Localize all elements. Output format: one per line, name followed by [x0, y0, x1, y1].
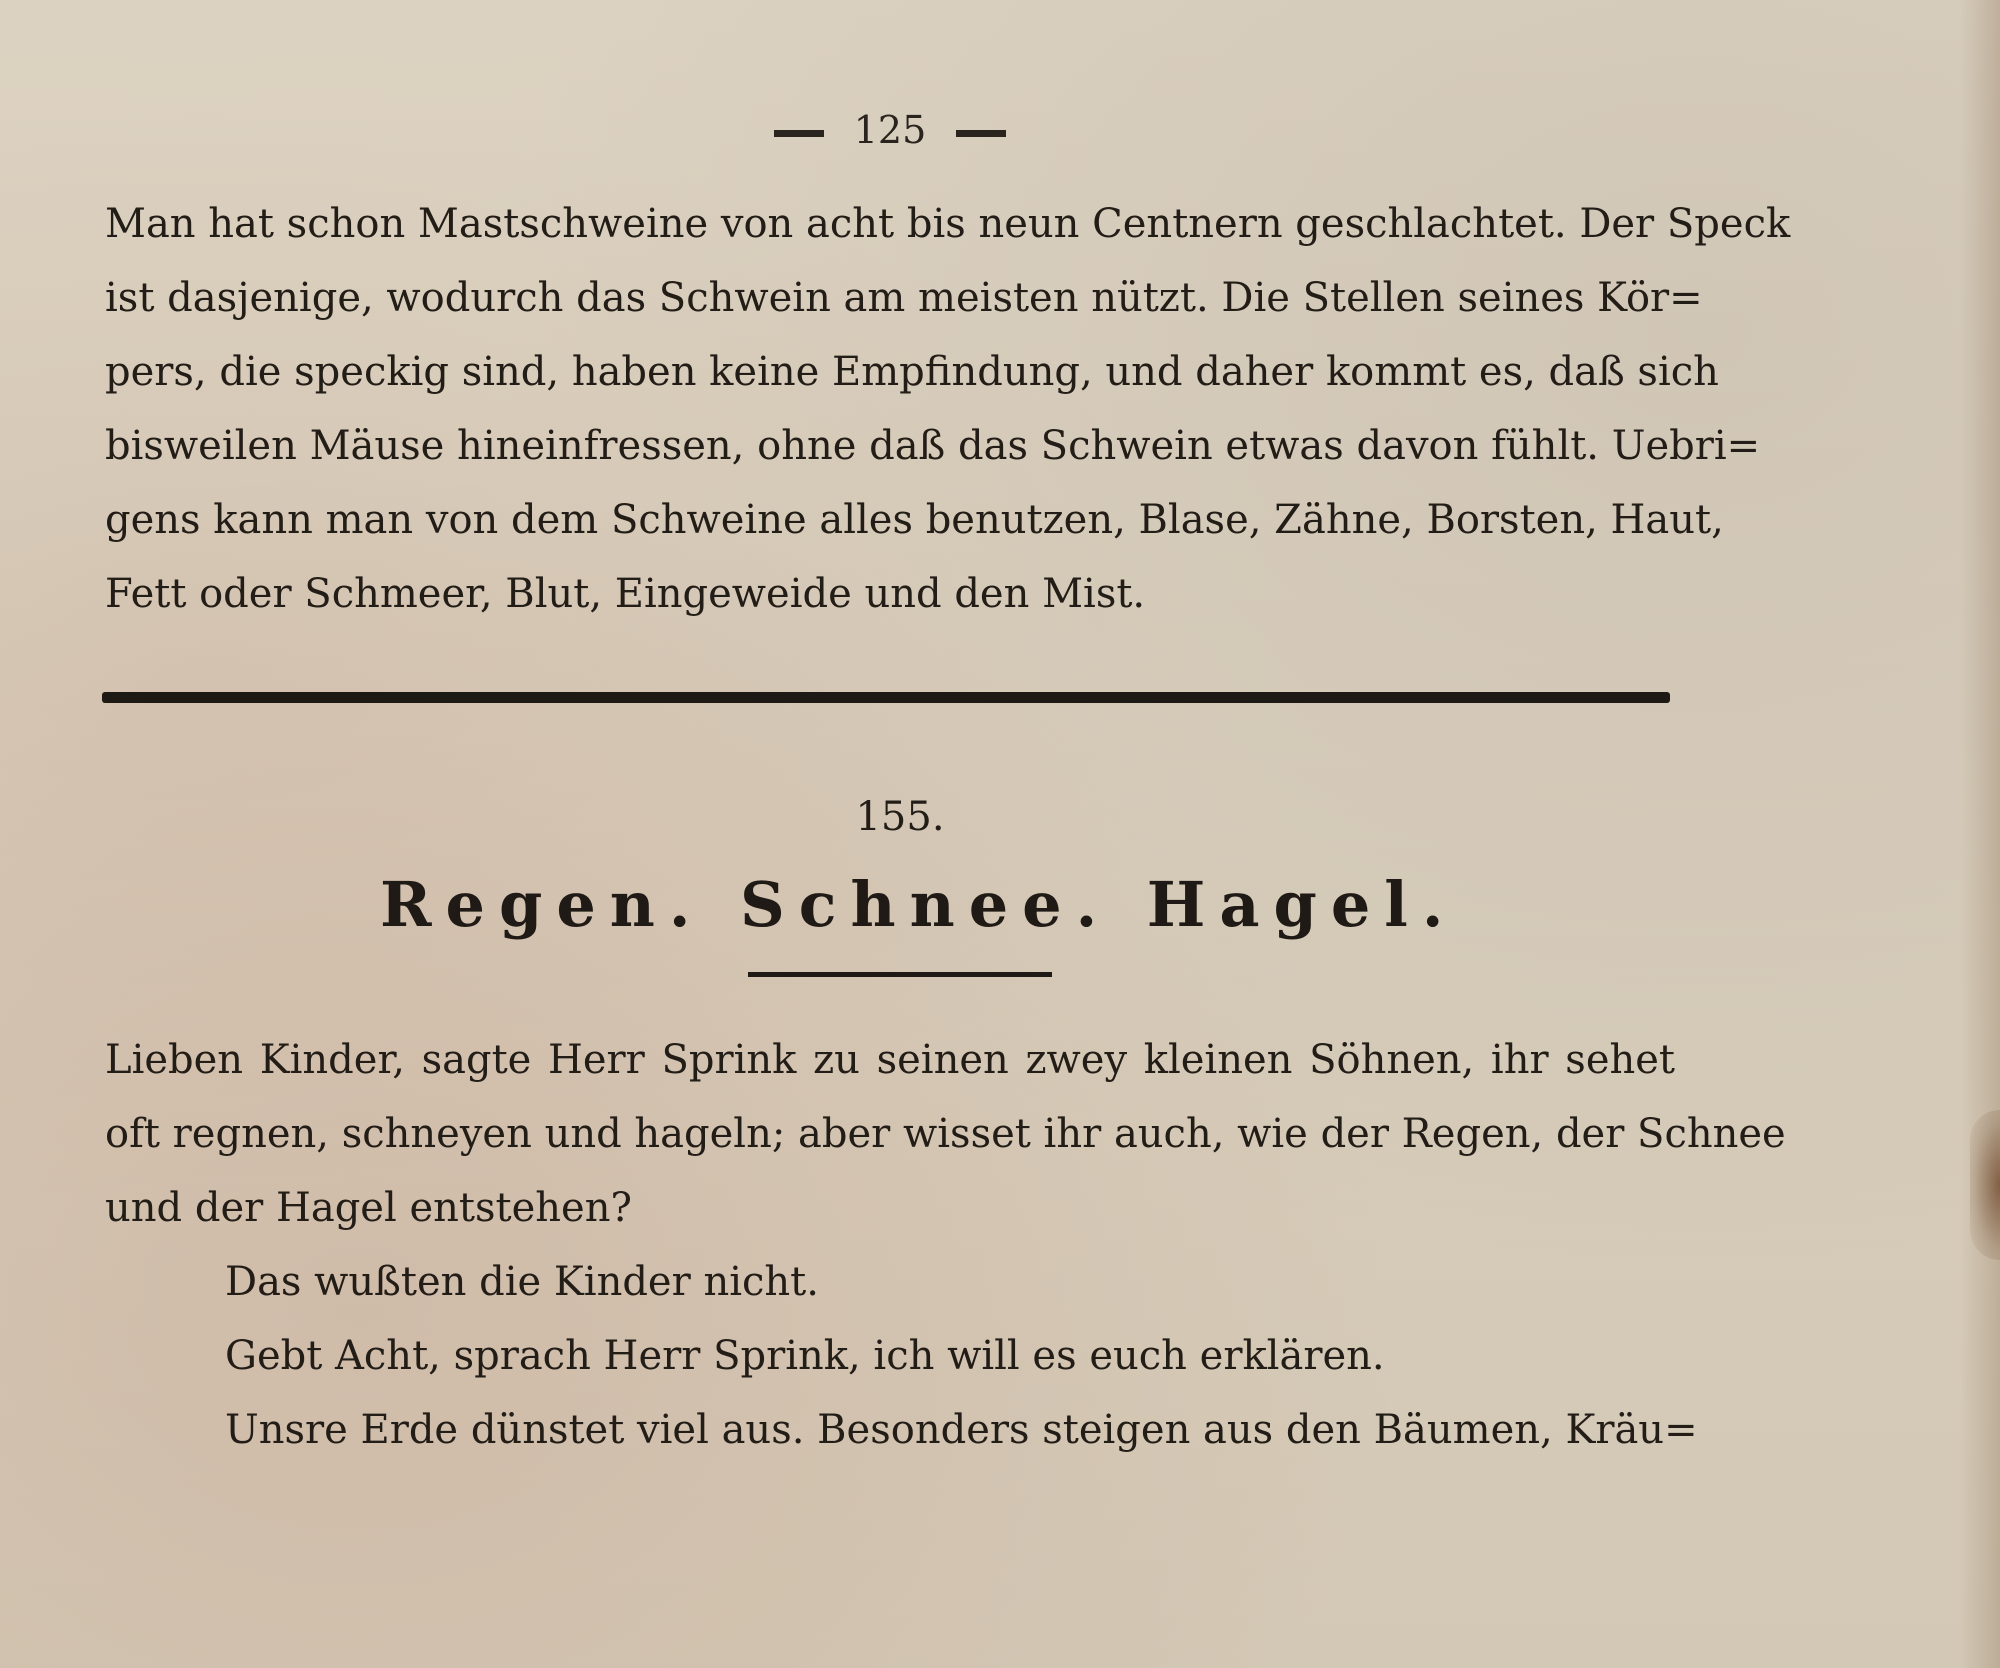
body-line: Unsre Erde dünstet viel aus. Besonders steigen aus den Bäumen, Kräu=	[225, 1407, 1698, 1453]
top-paragraph-line: gens kann man von dem Schweine alles benutzen, Blase, Zähne, Borsten, Haut,	[105, 497, 1724, 543]
body-line: oft regnen, schneyen und hageln; aber wisset ihr auch, wie der Regen, der Schnee	[105, 1111, 1786, 1157]
top-paragraph-line: Man hat schon Mastschweine von acht bis neun Centnern geschlachtet. Der Speck	[105, 201, 1791, 247]
body-line: Lieben Kinder, sagte Herr Sprink zu seinen zwey kleinen Söhnen, ihr sehet	[105, 1037, 1675, 1083]
body-line: Gebt Acht, sprach Herr Sprink, ich will es euch erklären.	[225, 1333, 1385, 1379]
top-paragraph-line: bisweilen Mäuse hineinfressen, ohne daß das Schwein etwas davon fühlt. Uebri=	[105, 423, 1761, 469]
page-edge-shadow	[1960, 0, 2000, 1668]
top-paragraph-line: ist dasjenige, wodurch das Schwein am meisten nützt. Die Stellen seines Kör=	[105, 275, 1703, 321]
body-line: Das wußten die Kinder nicht.	[225, 1259, 819, 1305]
page-stain	[1970, 1110, 2000, 1260]
top-paragraph-line: pers, die speckig sind, haben keine Empfindung, und daher kommt es, daß sich	[105, 349, 1719, 395]
title-underline-rule	[748, 972, 1052, 977]
page-number-dash-right	[956, 130, 1006, 137]
section-title: Regen. Schnee. Hagel.	[380, 868, 1458, 941]
page-number-dash-left	[774, 130, 824, 137]
top-paragraph-line: Fett oder Schmeer, Blut, Eingeweide und den Mist.	[105, 571, 1146, 617]
body-line: und der Hagel entstehen?	[105, 1185, 632, 1231]
page-number-value: 125	[853, 108, 927, 152]
page-number	[740, 108, 1040, 152]
section-number: 155.	[855, 794, 945, 840]
section-divider-rule	[102, 692, 1670, 703]
